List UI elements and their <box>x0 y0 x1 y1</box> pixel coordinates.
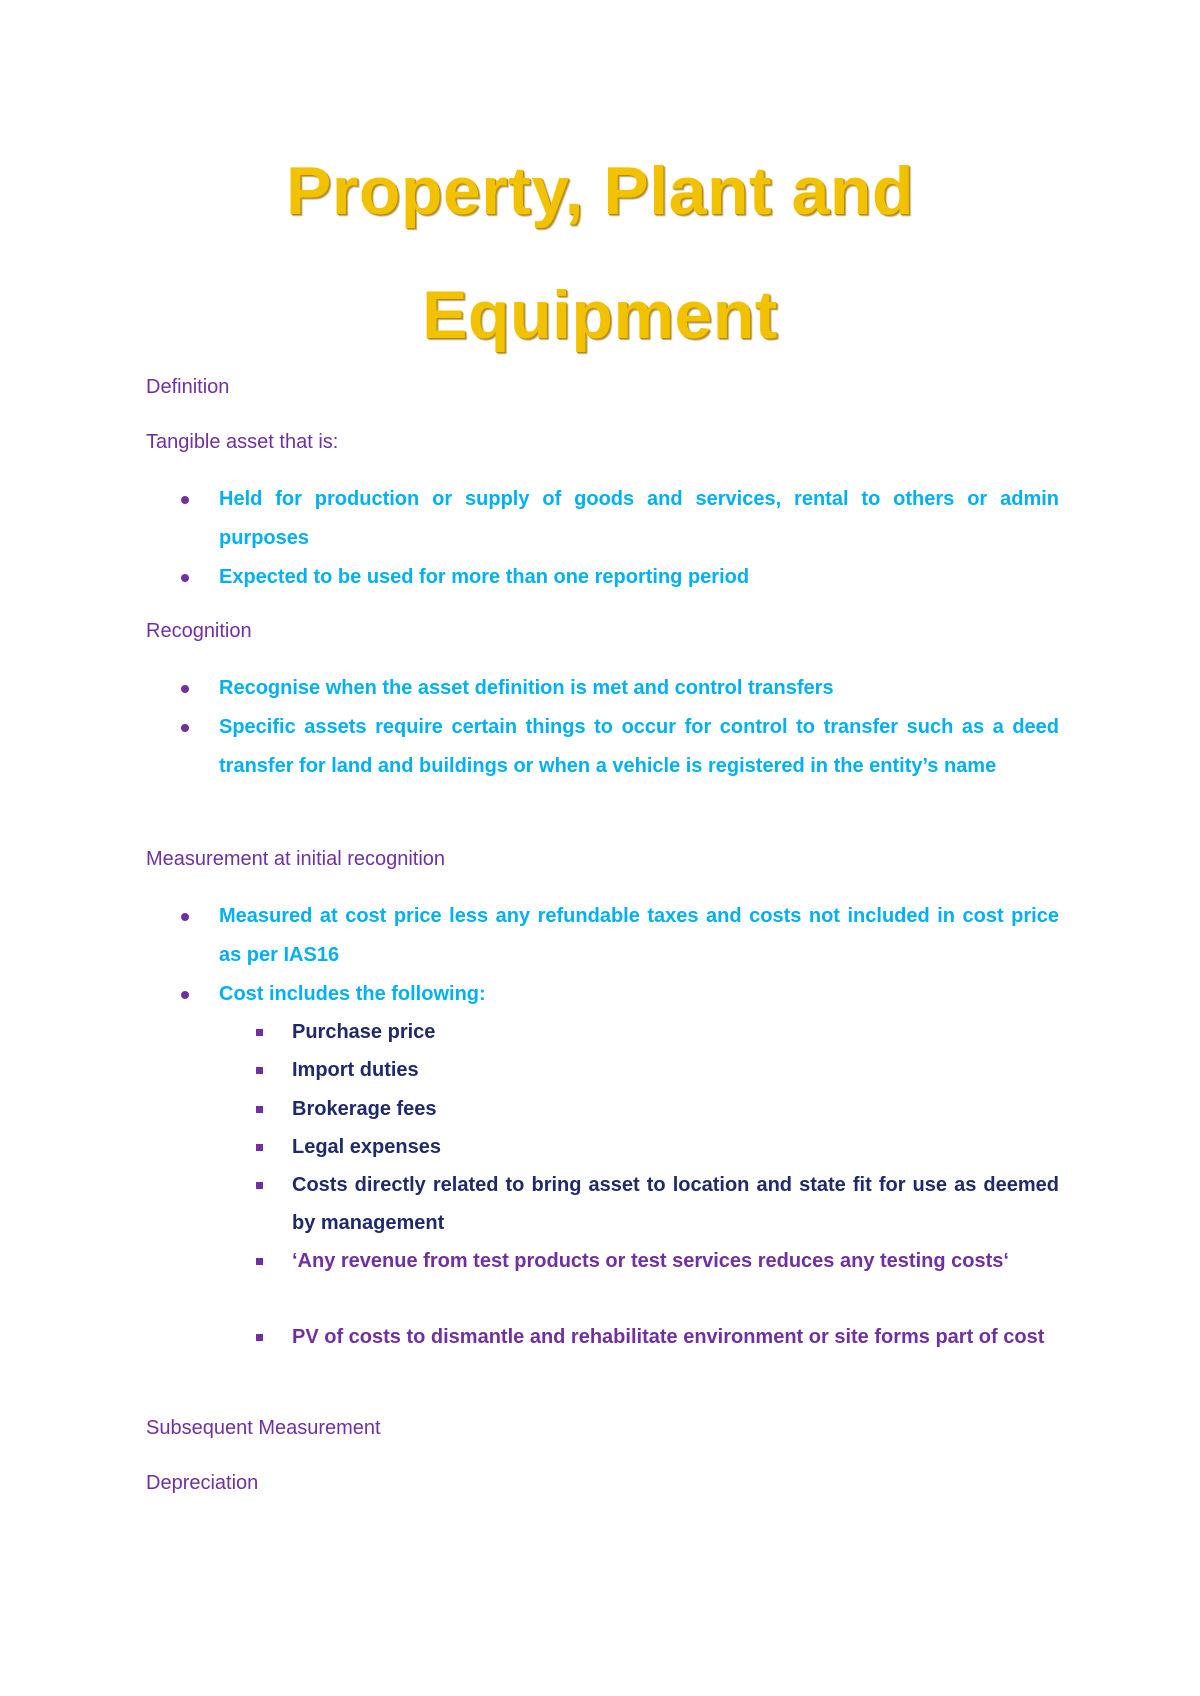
cost-item: Costs directly related to bring asset to location and state fit for use as deemed by management <box>292 1174 1059 1234</box>
cost-item: PV of costs to dismantle and rehabilitate environment or site forms part of cost <box>292 1326 1045 1348</box>
recognition-bullet-2: Specific assets require certain things to occur for control to transfer such as a deed transfer for land and buildings or when a vehicle is registered in the entity’s name <box>219 716 1059 777</box>
definition-bullet-1: Held for production or supply of goods and services, rental to others or admin purposes <box>219 488 1059 549</box>
recognition-bullet-1: Recognise when the asset definition is met and control transfers <box>219 677 834 699</box>
bullet-icon <box>181 574 189 582</box>
document-title-line-2: Equipment <box>422 277 778 353</box>
heading-subsequent-measurement: Subsequent Measurement <box>146 1417 381 1439</box>
cost-item: Purchase price <box>292 1021 436 1043</box>
square-bullet-icon <box>256 1334 263 1341</box>
cost-item: ‘Any revenue from test products or test services reduces any testing costs‘ <box>292 1250 1009 1272</box>
cost-item: Brokerage fees <box>292 1098 437 1120</box>
measurement-bullet-1: Measured at cost price less any refundable taxes and costs not included in cost price as per IAS16 <box>219 905 1059 966</box>
cost-item: Import duties <box>292 1059 419 1081</box>
bullet-icon <box>181 496 189 504</box>
bullet-icon <box>181 991 189 999</box>
heading-recognition: Recognition <box>146 620 252 642</box>
bullet-icon <box>181 685 189 693</box>
bullet-icon <box>181 724 189 732</box>
heading-measurement: Measurement at initial recognition <box>146 848 446 870</box>
heading-definition: Definition <box>146 376 230 398</box>
square-bullet-icon <box>256 1182 263 1189</box>
square-bullet-icon <box>256 1144 263 1151</box>
measurement-bullet-2: Cost includes the following: <box>219 983 486 1005</box>
definition-intro: Tangible asset that is: <box>146 431 339 453</box>
square-bullet-icon <box>256 1067 263 1074</box>
cost-item: Legal expenses <box>292 1136 441 1158</box>
bullet-icon <box>181 913 189 921</box>
document-title-line-1: Property, Plant and <box>286 153 914 229</box>
square-bullet-icon <box>256 1258 263 1265</box>
heading-depreciation: Depreciation <box>146 1472 259 1494</box>
square-bullet-icon <box>256 1106 263 1113</box>
square-bullet-icon <box>256 1029 263 1036</box>
definition-bullet-2: Expected to be used for more than one reporting period <box>219 566 750 588</box>
